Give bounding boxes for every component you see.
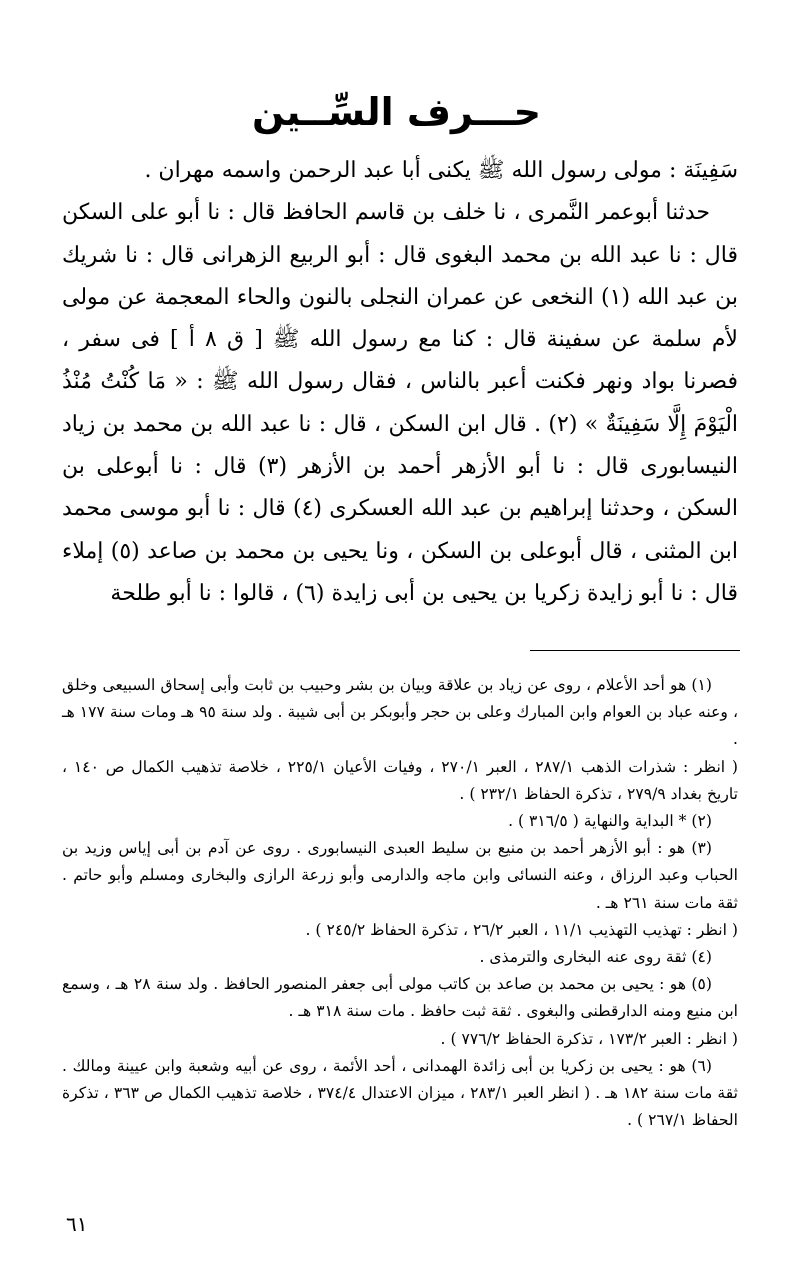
footnote-reference: ( انظر : العبر ١٧٣/٢ ، تذكرة الحفاظ ٧٧٦/٢ ) . [440,1029,738,1048]
page-number: ٦١ [66,1212,88,1236]
footnote-separator [530,650,740,651]
main-text [62,150,738,615]
chapter-title: حـــرف السِّــين [251,90,541,134]
footnotes [62,672,738,1134]
footnote: (٤) ثقة روى عنه البخارى والترمذى . [479,948,712,967]
footnote-reference: ( انظر : شذرات الذهب ٢٨٧/١ ، العبر ٢٧٠/١ ، وفيات الأعيان ٢٢٥/١ ، خلاصة تذهيب الكمال ص ١٤٠ ، تاريخ بغداد ٢٧٩/٩ ، تذكرة الحفاظ ٢٣٢/١ ) . [62,757,738,803]
footnote: (٣) هو : أبو الأزهر أحمد بن منيع بن سليط العبدى النيسابورى . روى عن آدم بن أبى إياس وزيد بن الحباب وعبد الرزاق ، وعنه النسائى وابن ماجه والدارمى وأبو زرعة الرازى والبخارى ومسلم وأبو حاتم . ثقة مات سنة ٢٦١ هـ . [62,839,738,912]
body-paragraph: سَفِينَة : مولى رسول الله ﷺ يكنى أبا عبد الرحمن واسمه مهران . [144,158,738,183]
footnote: (٥) هو : يحيى بن محمد بن صاعد بن كاتب مولى أبى جعفر المنصور الحافظ . ولد سنة ٢٨ هـ ، وسمع ابن منيع ومنه الدارقطنى والبغوى . ثقة ثبت حافظ . مات سنة ٣١٨ هـ . [62,975,738,1021]
footnote: (١) هو أحد الأعلام ، روى عن زياد بن علاقة وبيان بن بشر وحبيب بن ثابت وأبى إسحاق السبيعى وخلق ، وعنه عباد بن العوام وابن المبارك وعلى بن حجر وأبوبكر بن أبى شيبة . ولد سنة ٩٥ هـ ومات سنة ١٧٧ هـ . [62,676,738,749]
body-paragraph: حدثنا أبوعمر النَّمرى ، نا خلف بن قاسم الحافظ قال : نا أبو على السكن قال : نا عبد الله بن محمد البغوى قال : أبو الربيع الزهرانى قال : نا شريك بن عبد الله (١) النخعى عن عمران النجلى بالنون والحاء المعجمة عن مولى لأم سلمة عن سفينة قال : كنا مع رسول الله ﷺ [ ق ٨ أ ] فى سفر ، فصرنا بواد ونهر فكنت أعبر بالناس ، فقال رسول الله ﷺ : « مَا كُنْتُ مُنْذُ الْيَوْمَ إِلَّا سَفِينَةٌ » (٢) . قال ابن السكن ، قال : نا عبد الله بن محمد بن زياد النيسابورى قال : نا أبو الأزهر أحمد بن الأزهر (٣) قال : نا أبوعلى بن السكن ، وحدثنا إبراهيم بن عبد الله العسكرى (٤) قال : نا أبو موسى محمد ابن المثنى ، قال أبوعلى بن السكن ، ونا يحيى بن محمد بن صاعد (٥) إملاء قال : نا أبو زايدة زكريا بن يحيى بن أبى زايدة (٦) ، قالوا : نا أبو طلحة [62,200,739,606]
footnote-reference: ( انظر : تهذيب التهذيب ١١/١ ، العبر ٢٦/٢ ، تذكرة الحفاظ ٢٤٥/٢ ) . [305,920,738,939]
footnote: (٢) * البداية والنهاية ( ٣١٦/٥ ) . [508,812,712,831]
footnote: (٦) هو : يحيى بن زكريا بن أبى زائدة الهمدانى ، أحد الأئمة ، روى عن أبيه وشعبة وابن عيينة ومالك . ثقة مات سنة ١٨٢ هـ . ( انظر العبر ٢٨٣/١ ، ميزان الاعتدال ٣٧٤/٤ ، خلاصة تذهيب الكمال ص ٣٦٣ ، تذكرة الحفاظ ٢٦٧/١ ) . [62,1056,739,1130]
